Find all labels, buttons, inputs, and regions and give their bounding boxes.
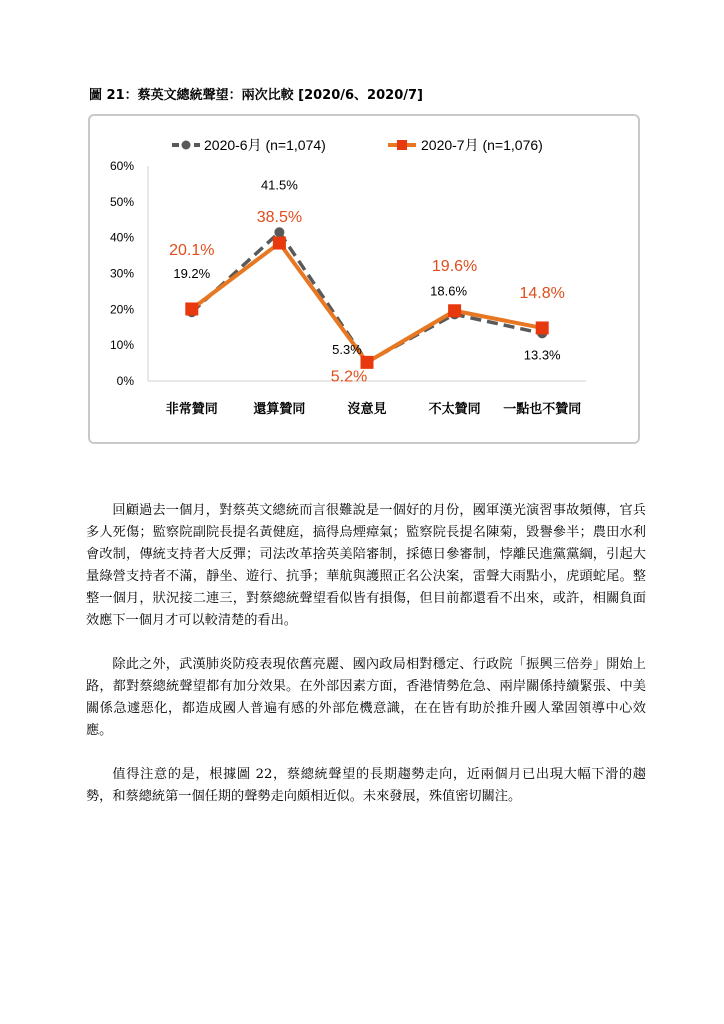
- paragraph-1: 回顧過去一個月，對蔡英文總統而言很難說是一個好的月份，國軍漢光演習事故頻傳，官兵多人死傷；監察院副院長提名黃健庭，搞得烏煙瘴氣；監察院長提名陳菊，毀譽參半；農田水利會改制，傳統支持者大反彈；司法改革捨英美陪審制，採德日參審制，悖離民進黨黨綱，引起大量綠營支持者不滿，靜坐、遊行、抗爭；華航與護照正名公決案，雷聲大雨點小，虎頭蛇尾。整整一個月，狀況接二連三，對蔡總統聲望看似皆有損傷，但目前都還看不出來，或許，相關負面效應下一個月才可以較清楚的看出。: [86, 503, 646, 628]
- data-point-july: [536, 321, 549, 334]
- data-label-june: 19.2%: [173, 266, 211, 282]
- x-tick-label: 一點也不贊同: [503, 402, 582, 417]
- x-tick-label: 非常贊同: [165, 402, 218, 417]
- y-tick-label: 30%: [109, 266, 134, 281]
- line-chart: [88, 114, 640, 444]
- data-point-july: [185, 302, 198, 315]
- legend-label-july: 2020-7月 (n=1,076): [421, 137, 543, 153]
- data-point-july: [361, 356, 374, 369]
- legend-label-june: 2020-6月 (n=1,074): [204, 137, 326, 153]
- data-label-july: 5.2%: [330, 368, 368, 386]
- data-label-june: 13.3%: [523, 347, 561, 363]
- x-tick-label: 還算贊同: [253, 402, 306, 417]
- legend-marker-june: [182, 141, 191, 150]
- series-line-june: [192, 232, 542, 362]
- x-tick-label: 沒意見: [347, 402, 387, 417]
- y-tick-label: 0%: [116, 374, 134, 388]
- data-label-july: 38.5%: [256, 209, 303, 227]
- data-label-june: 18.6%: [430, 283, 468, 299]
- data-label-june: 41.5%: [260, 177, 298, 193]
- data-point-june: [274, 227, 284, 237]
- legend-marker-july: [397, 140, 407, 150]
- data-label-june: 5.3%: [332, 342, 362, 358]
- data-label-july: 20.1%: [169, 241, 215, 259]
- data-point-july: [448, 304, 461, 317]
- y-tick-label: 20%: [109, 302, 134, 317]
- x-tick-label: 不太贊同: [428, 402, 481, 417]
- data-label-july: 14.8%: [519, 284, 565, 302]
- y-tick-label: 40%: [109, 230, 134, 245]
- y-tick-label: 10%: [109, 338, 134, 353]
- figure-title: 圖 21：蔡英文總統聲望：兩次比較 [2020/6、2020/7]: [89, 88, 423, 103]
- y-tick-label: 60%: [109, 159, 134, 173]
- data-label-july: 19.6%: [431, 257, 478, 275]
- paragraph-2: 除此之外，武漢肺炎防疫表現依舊亮麗、國內政局相對穩定、行政院「振興三倍券」開始上路，都對蔡總統聲望都有加分效果。在外部因素方面，香港情勢危急、兩岸關係持續緊張、中美關係急遽惡化，都造成國人普遍有感的外部危機意識，在在皆有助於推升國人鞏固領導中心效應。: [86, 657, 646, 738]
- paragraph-3: 值得注意的是，根據圖 22，蔡總統聲望的長期趨勢走向，近兩個月已出現大幅下滑的趨勢，和蔡總統第一個任期的聲勢走向頗相近似。未來發展，殊值密切關注。: [86, 767, 646, 804]
- series-line-july: [192, 243, 542, 362]
- y-tick-label: 50%: [109, 194, 134, 209]
- data-point-july: [273, 237, 286, 250]
